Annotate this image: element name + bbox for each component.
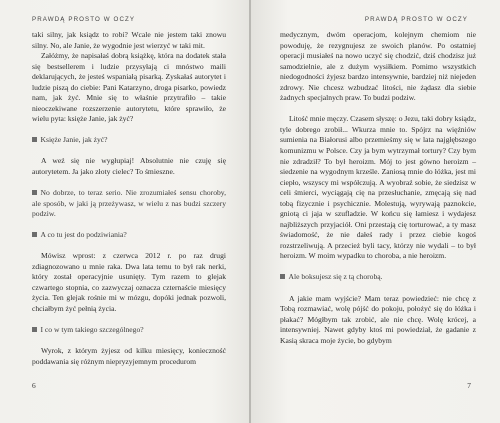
page-number-left: 6: [32, 381, 36, 390]
running-header-left: PRAWDĄ PROSTO W OCZY: [32, 16, 136, 23]
question-text: I co w tym takiego szczególnego?: [40, 325, 144, 335]
paragraph-text: Wyrok, z którym żyjesz od kilku miesięcy, konieczność poddawania się różnym niepryzyjemnym procedurom: [32, 346, 226, 366]
running-header-right: PRAWDĄ PROSTO W OCZY: [364, 16, 468, 23]
body-paragraph: [32, 156, 226, 177]
body-paragraph: [280, 294, 476, 347]
interview-question: [32, 325, 226, 336]
body-paragraph: [32, 346, 226, 367]
interview-question: [32, 135, 226, 146]
question-text: Księże Janie, jak żyć?: [40, 135, 108, 145]
question-bullet-icon: [280, 274, 285, 279]
page-number-right: 7: [467, 381, 471, 390]
right-page: [251, 0, 500, 423]
body-paragraph: [32, 51, 226, 125]
interview-question: [32, 230, 226, 241]
question-bullet-icon: [32, 327, 37, 332]
question-bullet-icon: [32, 190, 37, 195]
body-paragraph: [280, 30, 476, 104]
left-page-text: [32, 30, 226, 367]
question-text: No dobrze, to teraz serio. Nie zrozumiałeś sensu choroby, ale sposób, w jaki ją przeżywasz, w wielu z nas budzi szczery podziw.: [32, 188, 226, 219]
paragraph-text: taki silny, jak ksiądz to robi? Wcale nie jestem taki znowu silny. No, ale Janie, że wygodnie jest wierzyć w taki mit.: [32, 30, 226, 50]
body-paragraph: [32, 30, 226, 51]
question-text: A co tu jest do podziwiania?: [40, 230, 127, 240]
paragraph-text: Załóżmy, że napisałaś dobrą książkę, która na dodatek stała się bestsellerem i ludzie przysyłają ci mnóstwo maili deklarujących, że jesteś wspaniałą pisarką. Zyskałaś autorytet i ludzie piszą do ciebie: Pani Katarzyno, droga pisarko, powiedz nam, jak żyć. Mnie się to właśnie przytrafiło – takie nieoczekiwane rozszerzenie autorytetu, które sprawiło, że wielu pyta: księże Janie, jak żyć?: [32, 51, 226, 124]
body-paragraph: [280, 114, 476, 262]
paragraph-text: Mówisz wprost: z czerwca 2012 r. po raz drugi zdiagnozowano u mnie raka. Dwa lata temu to był rak nerki, który został operacyjnie usunięty. Tym razem to glejak czwartego stopnia, co zazwyczaj oznacza czternaście miesięcy życia. Ten glejak rośnie mi w mózgu, dopóki jednak pozwoli, chciałbym żyć pełnią życia.: [32, 251, 226, 313]
paragraph-text: Litość mnie męczy. Czasem słyszę: o Jezu, taki dobry ksiądz, tyle dobrego zrobił... Wkurza mnie to. Spójrz na więźniów sumienia na Białorusi albo przemieśmy się w lata najgłębszego komunizmu w Polsce. Czy ja bym wytrzymał tortury? Czy bym nie zdradził? To był heroizm. Mój to jest gówno heroizm – siedzenie na wygodnym krześle. Zaniosą mnie do łóżka, jest mi ciepło, wszyscy mi współczują. A wyobraź sobie, że siedzisz w celi śmierci, wyciągają cię na przesłuchanie, zmęcają się nad tobą fizycznie i psychicznie. Molestują, wyrywają paznokcie, gniotą ci jaja w szufladzie. W końcu się łamiesz i wydajesz najbliższych przyjaciół. Oni przestają cię torturować, a ty masz świadomość, że nie dałeś rady i przez ciebie kogoś rozstrzeliwują. A przecież byli tacy, którzy nie wydali – to był heroizm. W moim wypadku to choroba, a nie heroizm.: [280, 114, 476, 261]
right-page-text: [280, 30, 476, 346]
paragraph-text: A jakie mam wyjście? Mam teraz powiedzieć: nie chcę z Tobą rozmawiać, wolę pójść do pokoju, położyć się do łóżka i płakać? Mógłbym tak zrobić, ale nie chcę. Wolę krócej, a intensywniej. Nawet gdyby ktoś mi powiedział, że gadanie z Kasią skraca moje życie, bo gdybym: [280, 293, 476, 345]
paragraph-text: A weź się nie wygłupiaj! Absolutnie nie czuję się autorytetem. Ja jako złoty cielec? To śmieszne.: [32, 156, 226, 177]
left-page: [0, 0, 249, 423]
interview-question: [32, 188, 226, 220]
question-bullet-icon: [32, 232, 37, 237]
question-bullet-icon: [32, 137, 37, 142]
paragraph-text: medycznym, dwóm operacjom, kolejnym chemiom nie powoduję, że rezygnujesz ze swoich planów. Po ostatniej operacji musiałeś na nowo uczyć się chodzić, dziś chodzisz już samodzielnie, ale z dużym wysiłkiem. Pomimo wszystkich niedogodności żyjesz bardzo intensywnie, bardziej niż niejeden zdrowy. Nie chcesz wzbudzać litości, nie żądasz dla siebie żadnych specjalnych praw. To budzi podziw.: [280, 30, 476, 103]
question-text: Ale boksujesz się z tą chorobą.: [288, 272, 383, 282]
body-paragraph: [32, 251, 226, 314]
interview-question: [280, 272, 476, 283]
